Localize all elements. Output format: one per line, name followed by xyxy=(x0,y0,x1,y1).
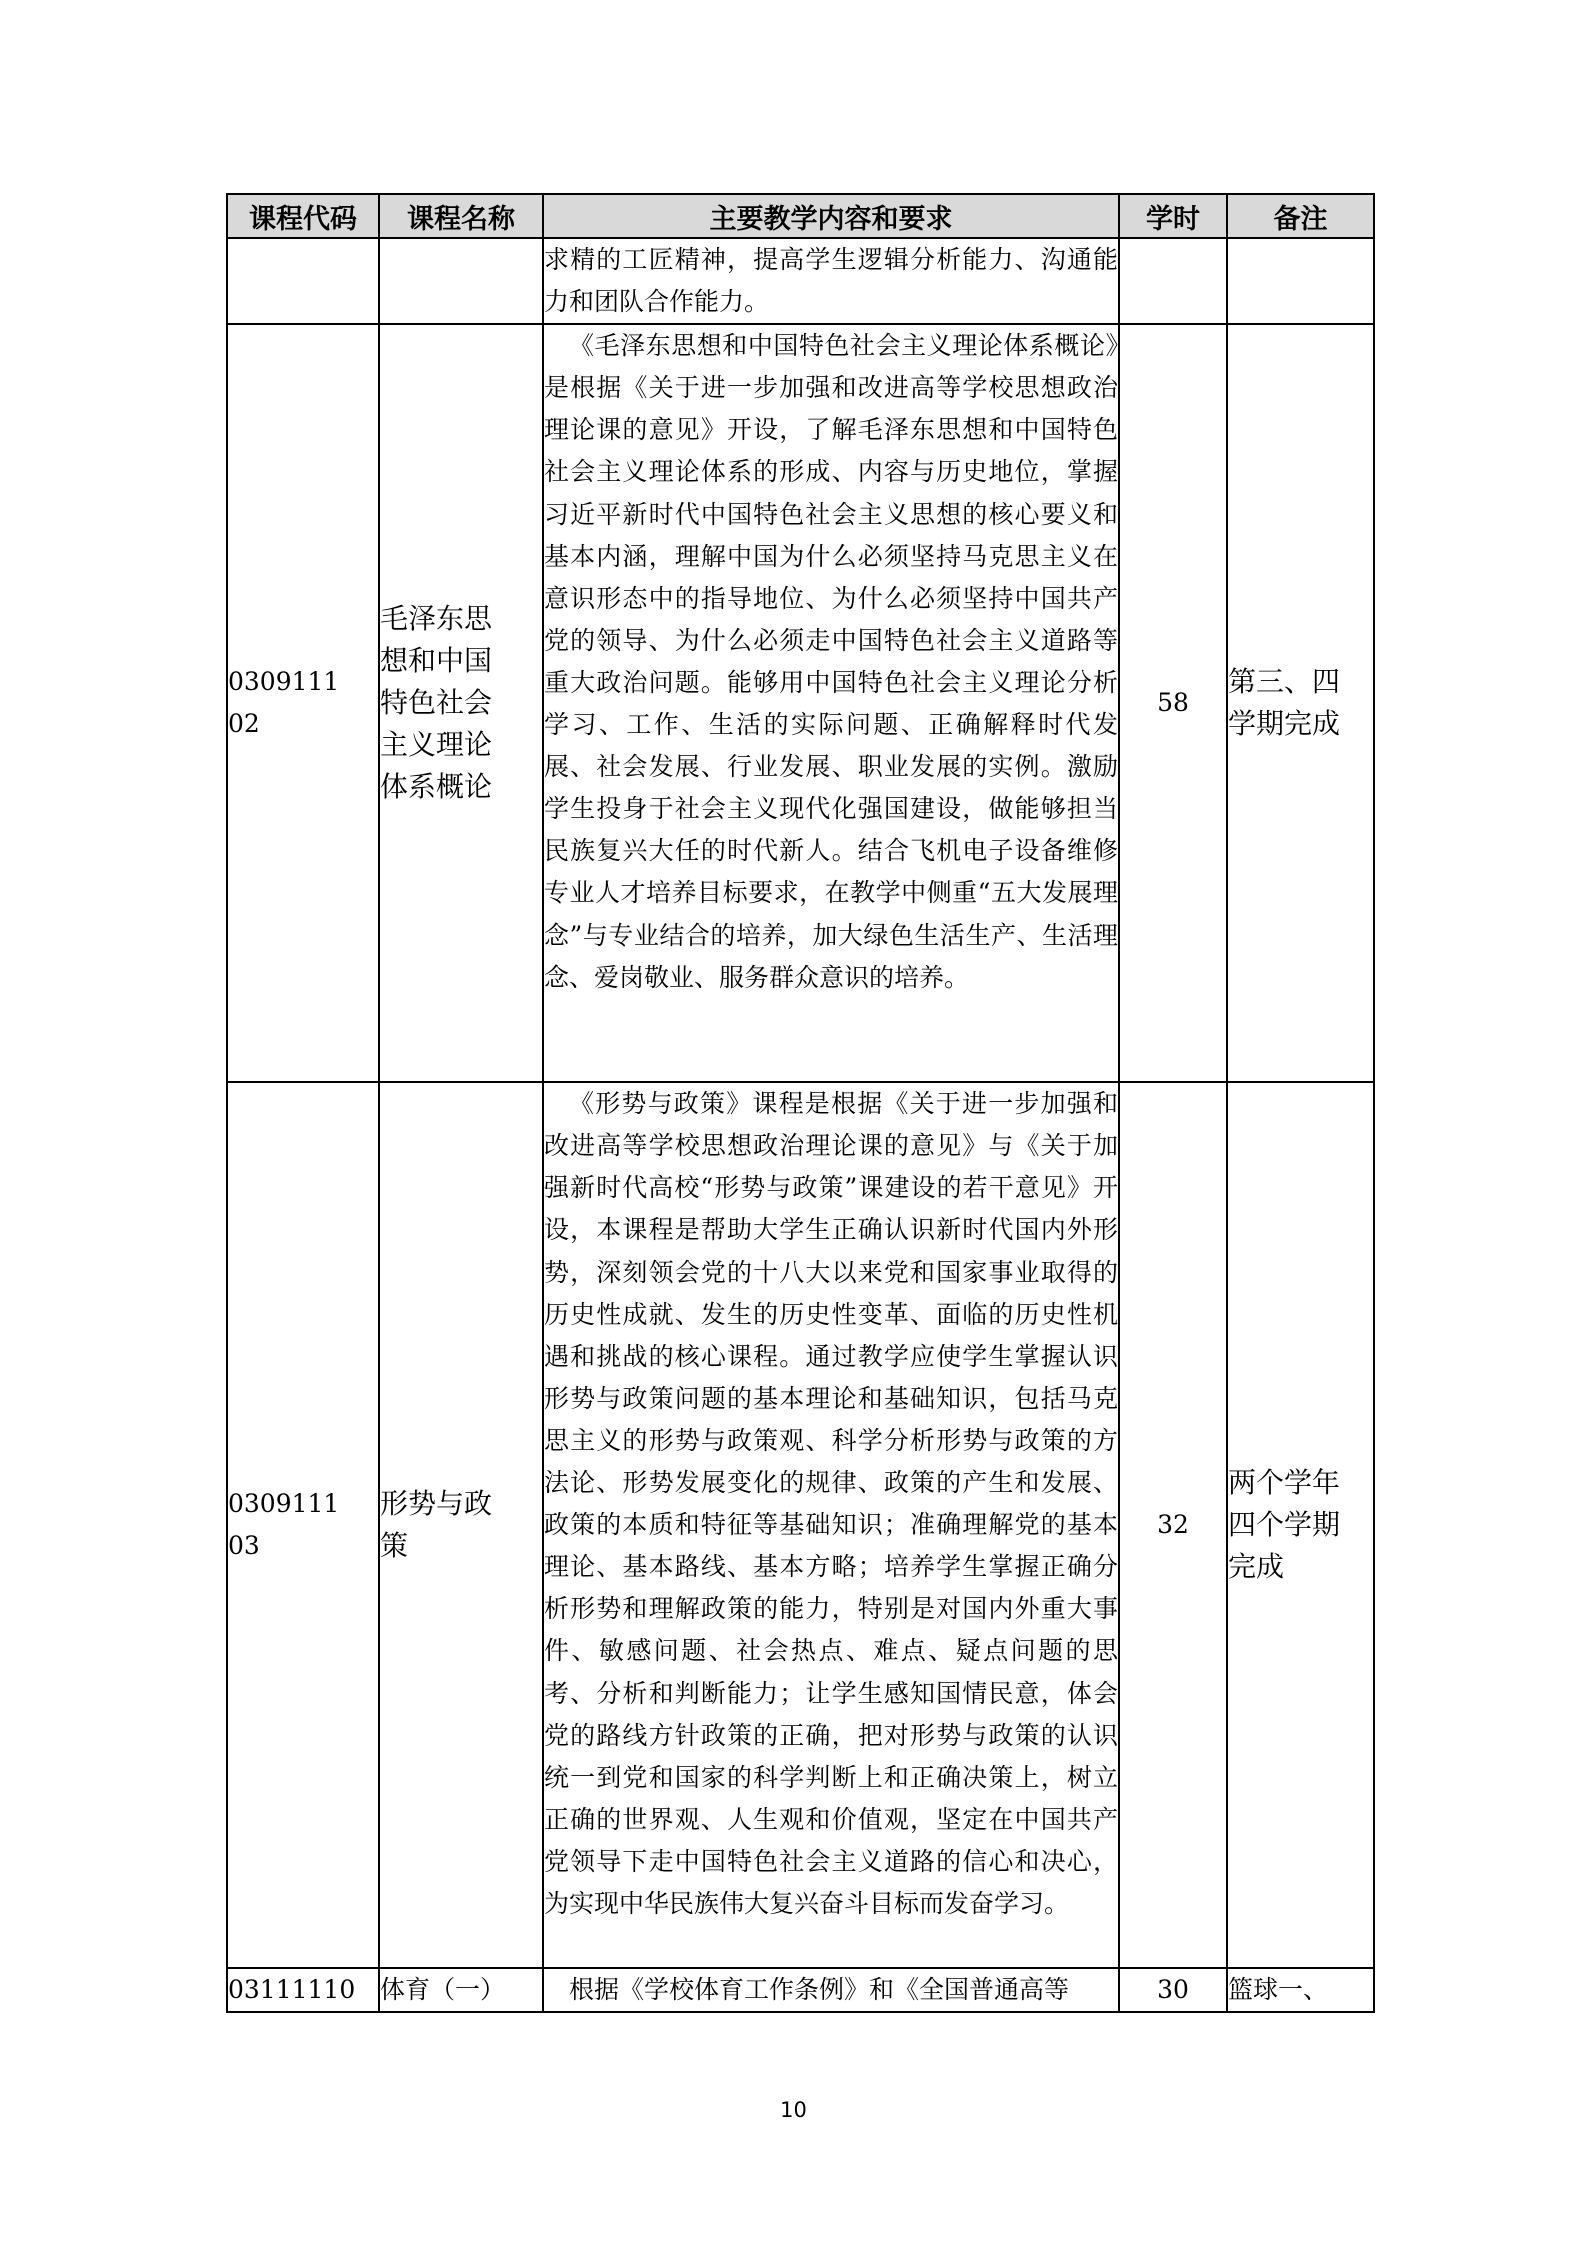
course-note xyxy=(1227,238,1374,324)
course-name xyxy=(379,324,543,1082)
course-content: 求精的工匠精神，提高学生逻辑分析能力、沟通能力和团队合作能力。 xyxy=(543,238,1119,324)
course-content xyxy=(543,324,1119,1082)
course-note xyxy=(1227,1082,1374,1968)
course-note-text: 第三、四学期完成 xyxy=(1228,665,1341,741)
course-note xyxy=(1227,324,1374,1082)
header-notes: 备注 xyxy=(1227,194,1374,238)
course-hours: 32 xyxy=(1119,1082,1227,1968)
course-name-text: 形势与政策 xyxy=(380,1487,493,1563)
header-course-name: 课程名称 xyxy=(379,194,543,238)
course-name xyxy=(379,1082,543,1968)
header-hours: 学时 xyxy=(1119,194,1227,238)
course-content-text: 根据《学校体育工作条例》和《全国普通高等 xyxy=(569,1975,1070,2005)
course-content xyxy=(543,1082,1119,1968)
header-course-code: 课程代码 xyxy=(227,194,379,238)
course-code xyxy=(227,324,379,1082)
course-code: 03111110 xyxy=(227,1968,379,2012)
table-row xyxy=(227,1968,1374,2012)
page-number: 10 xyxy=(780,2098,807,2122)
table-row xyxy=(227,1082,1374,1968)
course-name xyxy=(379,238,543,324)
table-header-row xyxy=(227,194,1374,238)
course-name: 体育（一） xyxy=(379,1968,543,2012)
course-hours: 58 xyxy=(1119,324,1227,1082)
course-hours: 30 xyxy=(1119,1968,1227,2012)
table-row xyxy=(227,238,1374,324)
course-code-text: 030911103 xyxy=(228,1489,340,1561)
course-note-text: 两个学年四个学期完成 xyxy=(1228,1466,1341,1584)
course-content-text: 《形势与政策》课程是根据《关于进一步加强和改进高等学校思想政治理论课的意见》与《关于加强新时代高校“形势与政策”课建设的若干意见》开设，本课程是帮助大学生正确认识新时代国内外形势，深刻领会党的十八大以来党和国家事业取得的历史性成就、发生的历史性变革、面临的历史性机遇和挑战的核心课程。通过教学应使学生掌握认识形势与政策问题的基本理论和基础知识，包括马克思主义的形势与政策观、科学分析形势与政策的方法论、形势发展变化的规律、政策的产生和发展、政策的本质和特征等基础知识；准确理解党的基本理论、基本路线、基本方略；培养学生掌握正确分析形势和理解政策的能力，特别是对国内外重大事件、敏感问题、社会热点、难点、疑点问题的思考、分析和判断能力；让学生感知国情民意，体会党的路线方针政策的正确，把对形势与政策的认识统一到党和国家的科学判断上和正确决策上，树立正确的世界观、人生观和价值观，坚定在中国共产党领导下走中国特色社会主义道路的信心和决心，为实现中华民族伟大复兴奋斗目标而发奋学习。 xyxy=(544,1089,1118,1918)
course-hours xyxy=(1119,238,1227,324)
course-code xyxy=(227,238,379,324)
course-name-text: 毛泽东思想和中国特色社会主义理论体系概论 xyxy=(380,602,493,804)
table-row xyxy=(227,324,1374,1082)
course-code xyxy=(227,1082,379,1968)
course-code-text: 030911102 xyxy=(228,667,340,739)
course-content-text: 《毛泽东思想和中国特色社会主义理论体系概论》是根据《关于进一步加强和改进高等学校思想政治理论课的意见》开设，了解毛泽东思想和中国特色社会主义理论体系的形成、内容与历史地位，掌握习近平新时代中国特色社会主义思想的核心要义和基本内涵，理解中国为什么必须坚持马克思主义在意识形态中的指导地位、为什么必须坚持中国共产党的领导、为什么必须走中国特色社会主义道路等重大政治问题。能够用中国特色社会主义理论分析学习、工作、生活的实际问题、正确解释时代发展、社会发展、行业发展、职业发展的实例。激励学生投身于社会主义现代化强国建设，做能够担当民族复兴大任的时代新人。结合飞机电子设备维修专业人才培养目标要求，在教学中侧重“五大发展理念”与专业结合的培养，加大绿色生活生产、生活理念、爱岗敬业、服务群众意识的培养。 xyxy=(544,331,1118,992)
course-table xyxy=(226,193,1375,2013)
course-content xyxy=(543,1968,1119,2012)
header-content: 主要教学内容和要求 xyxy=(543,194,1119,238)
course-note: 篮球一、 xyxy=(1227,1968,1374,2012)
